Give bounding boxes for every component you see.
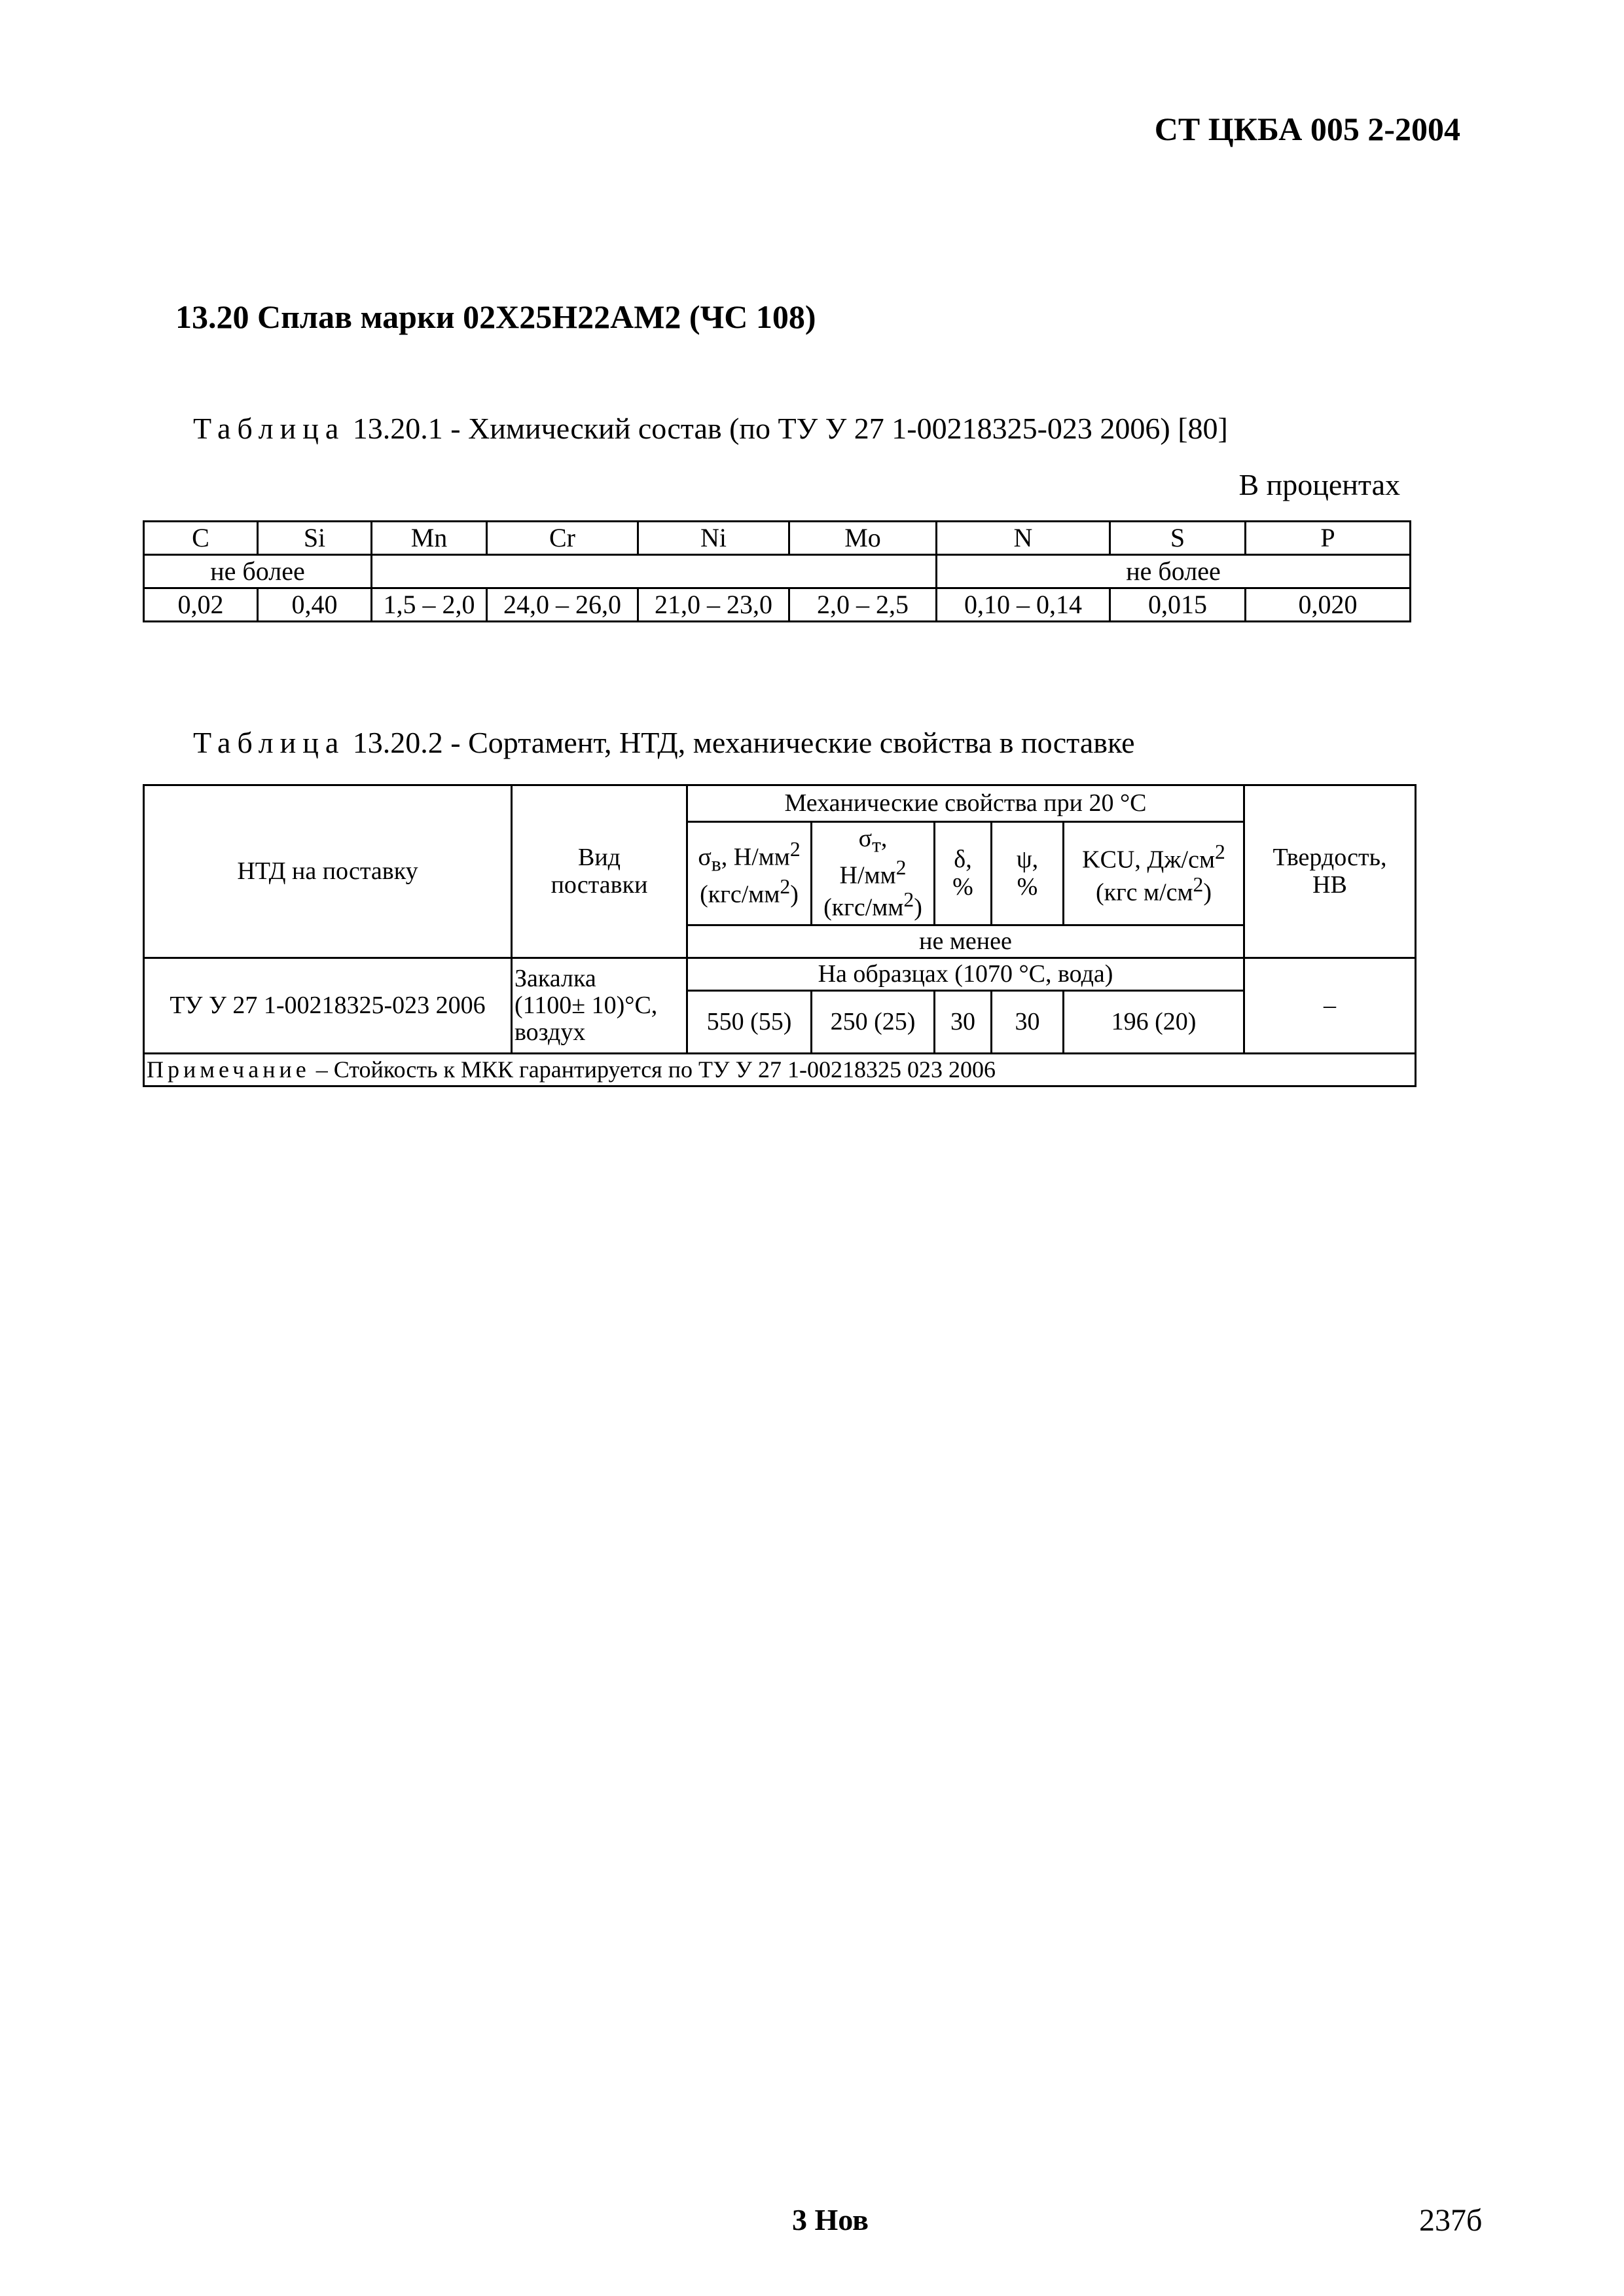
table1-value-cell: 21,0 – 23,0	[638, 588, 789, 622]
table1-value-cell: 24,0 – 26,0	[487, 588, 638, 622]
header-ntd: НТД на поставку	[144, 785, 512, 958]
row-delivery-type	[512, 958, 687, 1054]
table1-header-cell: Ni	[638, 522, 789, 555]
sigma-t-alt-unit: (кгс/мм	[823, 894, 904, 922]
value-reduction-of-area: 30	[992, 991, 1064, 1054]
sup-2: 2	[789, 838, 801, 861]
table1-header-cell: Si	[258, 522, 372, 555]
kcu-unit: KCU, Дж/см	[1082, 846, 1216, 874]
table1-value-cell: 0,40	[258, 588, 372, 622]
close-paren: )	[790, 880, 799, 908]
delta-symbol: δ,	[954, 846, 972, 874]
table1-limit-cell: не более	[937, 555, 1411, 588]
delta-unit: %	[952, 872, 973, 901]
sigma-t-unit: Н/мм	[839, 861, 896, 889]
sigma-b-alt-unit: (кгс/мм	[700, 880, 780, 908]
header-impact-strength	[1064, 822, 1244, 925]
table1-limit-row	[144, 555, 1411, 588]
sigma-t-symbol: σ	[858, 824, 873, 852]
close-paren: )	[1203, 878, 1212, 906]
section-heading: 13.20 Сплав марки 02Х25Н22АМ2 (ЧС 108)	[175, 298, 816, 335]
document-code: СТ ЦКБА 005 2-2004	[1154, 111, 1460, 147]
table2-caption-prefix: Таблица	[193, 726, 346, 759]
header-elongation	[935, 822, 992, 925]
table2-caption	[193, 725, 1135, 760]
table1-header-cell: N	[937, 522, 1110, 555]
table1-header-cell: C	[144, 522, 258, 555]
sup-2: 2	[780, 874, 791, 898]
row-delivery-line2: (1100± 10)°С,	[514, 991, 658, 1019]
table1-value-cell: 1,5 – 2,0	[372, 588, 487, 622]
table1-value-cell: 0,02	[144, 588, 258, 622]
table2-note-row	[144, 1054, 1416, 1086]
table1-header-cell: Mn	[372, 522, 487, 555]
table1-header-cell: P	[1246, 522, 1411, 555]
header-mechanical-properties: Механические свойства при 20 °С	[687, 785, 1244, 822]
table1-header-cell: Cr	[487, 522, 638, 555]
header-reduction-of-area	[992, 822, 1064, 925]
table1-header-row	[144, 522, 1411, 555]
sup-2: 2	[903, 888, 914, 912]
table1-limit-cell: не более	[144, 555, 372, 588]
table2-caption-text: 13.20.2 - Сортамент, НТД, механические свойства в поставке	[345, 726, 1135, 759]
sup-2: 2	[1215, 840, 1225, 863]
table2-data-row-1	[144, 958, 1416, 991]
note-prefix: Примечание	[147, 1056, 310, 1083]
table1-value-cell: 2,0 – 2,5	[789, 588, 937, 622]
table1-units: В процентах	[1238, 468, 1400, 501]
header-hardness-line1: Твердость,	[1272, 844, 1387, 872]
row-delivery-line3: воздух	[514, 1018, 586, 1047]
header-delivery-type-line2: поставки	[550, 870, 648, 899]
row-delivery-line1: Закалка	[514, 964, 596, 992]
header-hardness	[1244, 785, 1416, 958]
chemical-composition-table	[143, 520, 1411, 622]
sup-2: 2	[895, 855, 907, 879]
table1-caption-text: 13.20.1 - Химический состав (по ТУ У 27 1-00218325-023 2006) [80]	[345, 412, 1228, 445]
header-yield-strength	[812, 822, 935, 925]
psi-symbol: ψ,	[1016, 846, 1039, 874]
sigma-b-subscript: в	[711, 852, 721, 876]
not-less-label: не менее	[687, 925, 1244, 958]
header-hardness-line2: НВ	[1312, 870, 1347, 899]
table1-header-cell: S	[1110, 522, 1246, 555]
row-samples-condition: На образцах (1070 °С, вода)	[687, 958, 1244, 991]
table1-value-cell: 0,020	[1246, 588, 1411, 622]
sigma-b-symbol: σ	[698, 844, 712, 872]
table1-value-cell: 0,015	[1110, 588, 1246, 622]
value-tensile-strength: 550 (55)	[687, 991, 812, 1054]
table2-note	[144, 1054, 1416, 1086]
table1-limit-empty	[372, 555, 937, 588]
table2-header-row-1	[144, 785, 1416, 822]
comma: ,	[880, 824, 888, 852]
value-impact-strength: 196 (20)	[1064, 991, 1244, 1054]
table1-header-cell: Mo	[789, 522, 937, 555]
sup-2: 2	[1193, 872, 1204, 896]
table1-caption-prefix: Таблица	[193, 412, 346, 445]
value-yield-strength: 250 (25)	[812, 991, 935, 1054]
sigma-t-subscript: т	[872, 833, 881, 857]
table1-caption	[193, 411, 1228, 446]
kcu-alt-unit: (кгс м/см	[1095, 878, 1193, 906]
row-ntd-value: ТУ У 27 1-00218325-023 2006	[144, 958, 512, 1054]
row-hardness-value: –	[1244, 958, 1416, 1054]
table1-value-cell: 0,10 – 0,14	[937, 588, 1110, 622]
mechanical-properties-table	[143, 784, 1416, 1087]
page-number: 237б	[1419, 2203, 1483, 2238]
sigma-b-unit: , Н/мм	[721, 844, 790, 872]
note-text: – Стойкость к МКК гарантируется по ТУ У 27 1-00218325 023 2006	[310, 1056, 996, 1083]
table1-value-row	[144, 588, 1411, 622]
header-tensile-strength	[687, 822, 812, 925]
header-delivery-type	[512, 785, 687, 958]
value-elongation: 30	[935, 991, 992, 1054]
header-delivery-type-line1: Вид	[577, 844, 621, 872]
close-paren: )	[914, 894, 922, 922]
change-marker: 3 Нов	[792, 2203, 869, 2236]
psi-unit: %	[1017, 872, 1038, 901]
